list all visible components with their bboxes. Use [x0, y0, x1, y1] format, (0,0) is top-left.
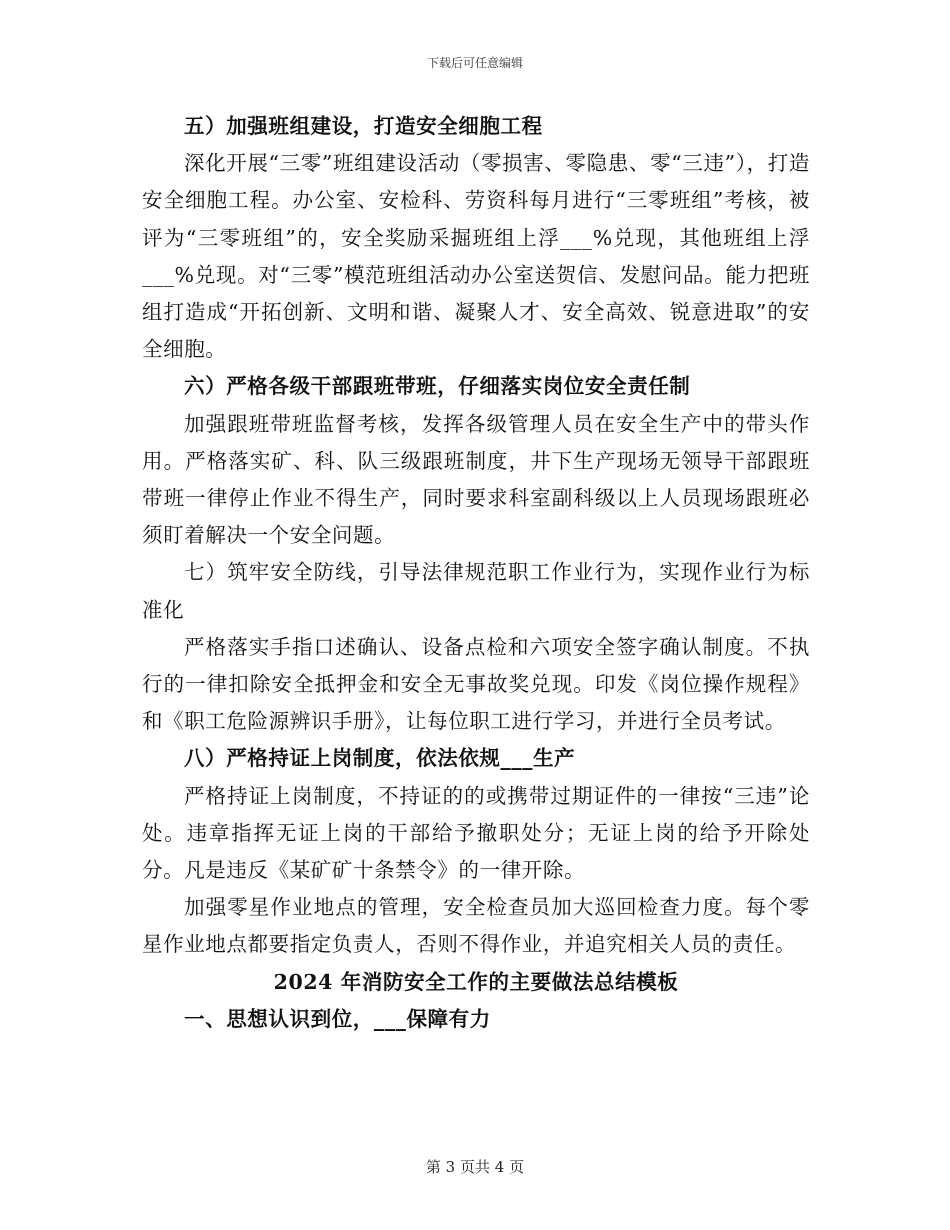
- document-body: [142, 108, 810, 1038]
- section-heading-6: 六）严格各级干部跟班带班，仔细落实岗位安全责任制: [184, 374, 691, 399]
- section-heading-7: 七）筑牢安全防线，引导法律规范职工作业行为，实现作业行为标准化: [142, 560, 810, 622]
- document-title: 2024 年消防安全工作的主要做法总结模板: [273, 969, 679, 994]
- section-paragraph: 加强零星作业地点的管理，安全检查员加大巡回检查力度。每个零星作业地点都要指定负责人，否则不得作业，并追究相关人员的责任。: [142, 895, 810, 957]
- section-paragraph: 严格持证上岗制度，不持证的的或携带过期证件的一律按“三违”论处。违章指挥无证上岗的干部给予撤职处分；无证上岗的给予开除处分。凡是违反《某矿矿十条禁令》的一律开除。: [142, 783, 810, 883]
- section-paragraph: 深化开展“三零”班组建设活动（零损害、零隐患、零“三违”），打造安全细胞工程。办公室、安检科、劳资科每月进行“三零班组”考核，被评为“三零班组”的，安全奖励采掘班组上浮___%兑现，其他班组上浮___%兑现。对“三零”模范班组活动办公室送贺信、发慰问品。能力把班组打造成“开拓创新、文明和谐、凝聚人才、安全高效、锐意进取”的安全细胞。: [142, 151, 810, 362]
- page-footer: 第 3 页共 4 页: [425, 1158, 525, 1176]
- page-header: 下载后可任意编辑: [426, 56, 523, 70]
- section-paragraph: 加强跟班带班监督考核，发挥各级管理人员在安全生产中的带头作用。严格落实矿、科、队三级跟班制度，井下生产现场无领导干部跟班带班一律停止作业不得生产，同时要求科室副科级以上人员现场跟班必须盯着解决一个安全问题。: [142, 411, 810, 548]
- section-heading-8: 八）严格持证上岗制度，依法依规___生产: [184, 746, 576, 771]
- section-heading-5: 五）加强班组建设，打造安全细胞工程: [184, 114, 543, 138]
- section-paragraph: 严格落实手指口述确认、设备点检和六项安全签字确认制度。不执行的一律扣除安全抵押金和安全无事故奖兑现。印发《岗位操作规程》和《职工危险源辨识手册》，让每位职工进行学习，并进行全员考试。: [142, 634, 810, 734]
- subsection-heading-1: 一、思想认识到位，___保障有力: [184, 1006, 491, 1031]
